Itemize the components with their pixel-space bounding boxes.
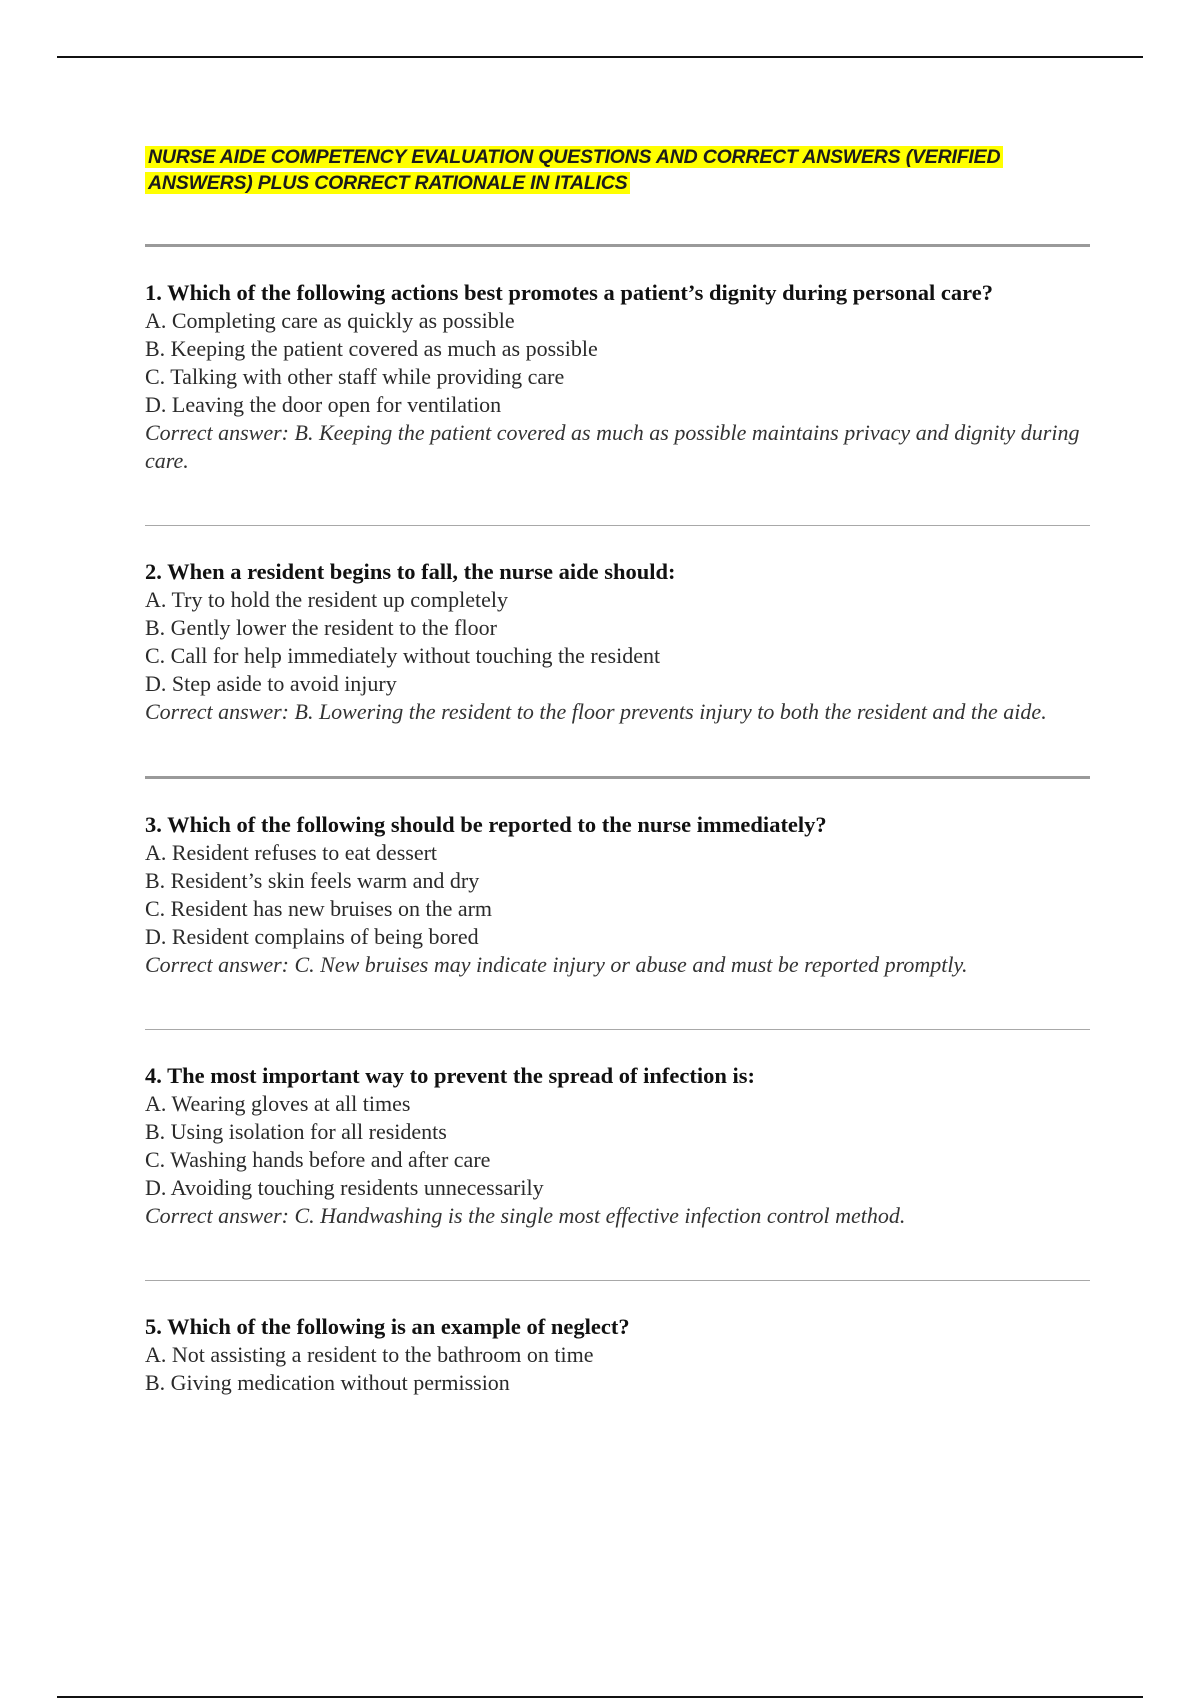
answer-rationale: Correct answer: C. New bruises may indicate injury or abuse and must be reported promptly. [145, 952, 968, 977]
answer-option: D. Avoiding touching residents unnecessarily [145, 1175, 544, 1200]
question-2 [145, 558, 1090, 726]
answer-option: A. Resident refuses to eat dessert [145, 840, 438, 865]
answer-option: D. Step aside to avoid injury [145, 671, 397, 696]
question-text: 5. Which of the following is an example of neglect? [145, 1314, 630, 1339]
page-top-border [57, 56, 1143, 58]
question-text: 4. The most important way to prevent the spread of infection is: [145, 1063, 755, 1088]
question-text: 2. When a resident begins to fall, the nurse aide should: [145, 559, 676, 584]
answer-option: A. Completing care as quickly as possible [145, 308, 515, 333]
answer-option: B. Keeping the patient covered as much as possible [145, 336, 598, 361]
answer-option: C. Washing hands before and after care [145, 1147, 491, 1172]
section-divider [145, 1029, 1090, 1030]
answer-option: D. Leaving the door open for ventilation [145, 392, 502, 417]
answer-option: C. Talking with other staff while providing care [145, 364, 565, 389]
question-3 [145, 811, 1090, 979]
answer-option: B. Gently lower the resident to the floor [145, 615, 497, 640]
answer-rationale: Correct answer: C. Handwashing is the single most effective infection control method. [145, 1203, 906, 1228]
answer-rationale: Correct answer: B. Keeping the patient covered as much as possible maintains privacy and dignity during care. [145, 420, 1080, 473]
question-1 [145, 279, 1090, 475]
answer-option: A. Not assisting a resident to the bathroom on time [145, 1342, 594, 1367]
question-4 [145, 1062, 1090, 1230]
answer-option: C. Resident has new bruises on the arm [145, 896, 493, 921]
question-text: 3. Which of the following should be reported to the nurse immediately? [145, 812, 827, 837]
answer-option: C. Call for help immediately without touching the resident [145, 643, 661, 668]
document-title [145, 144, 1090, 196]
section-divider [145, 776, 1090, 779]
section-divider [145, 525, 1090, 526]
document-content [145, 144, 1090, 1397]
answer-option: A. Wearing gloves at all times [145, 1091, 411, 1116]
question-text: 1. Which of the following actions best promotes a patient’s dignity during personal care? [145, 280, 993, 305]
title-highlight: NURSE AIDE COMPETENCY EVALUATION QUESTIONS AND CORRECT ANSWERS (VERIFIED ANSWERS) PLUS CORRECT RATIONALE IN ITALICS [145, 146, 1003, 194]
answer-rationale: Correct answer: B. Lowering the resident to the floor prevents injury to both the resident and the aide. [145, 699, 1047, 724]
answer-option: B. Giving medication without permission [145, 1370, 510, 1395]
section-divider [145, 244, 1090, 247]
answer-option: B. Resident’s skin feels warm and dry [145, 868, 480, 893]
answer-option: A. Try to hold the resident up completely [145, 587, 508, 612]
answer-option: D. Resident complains of being bored [145, 924, 479, 949]
section-divider [145, 1280, 1090, 1281]
answer-option: B. Using isolation for all residents [145, 1119, 447, 1144]
question-5 [145, 1313, 1090, 1397]
page-bottom-border [57, 1696, 1143, 1698]
